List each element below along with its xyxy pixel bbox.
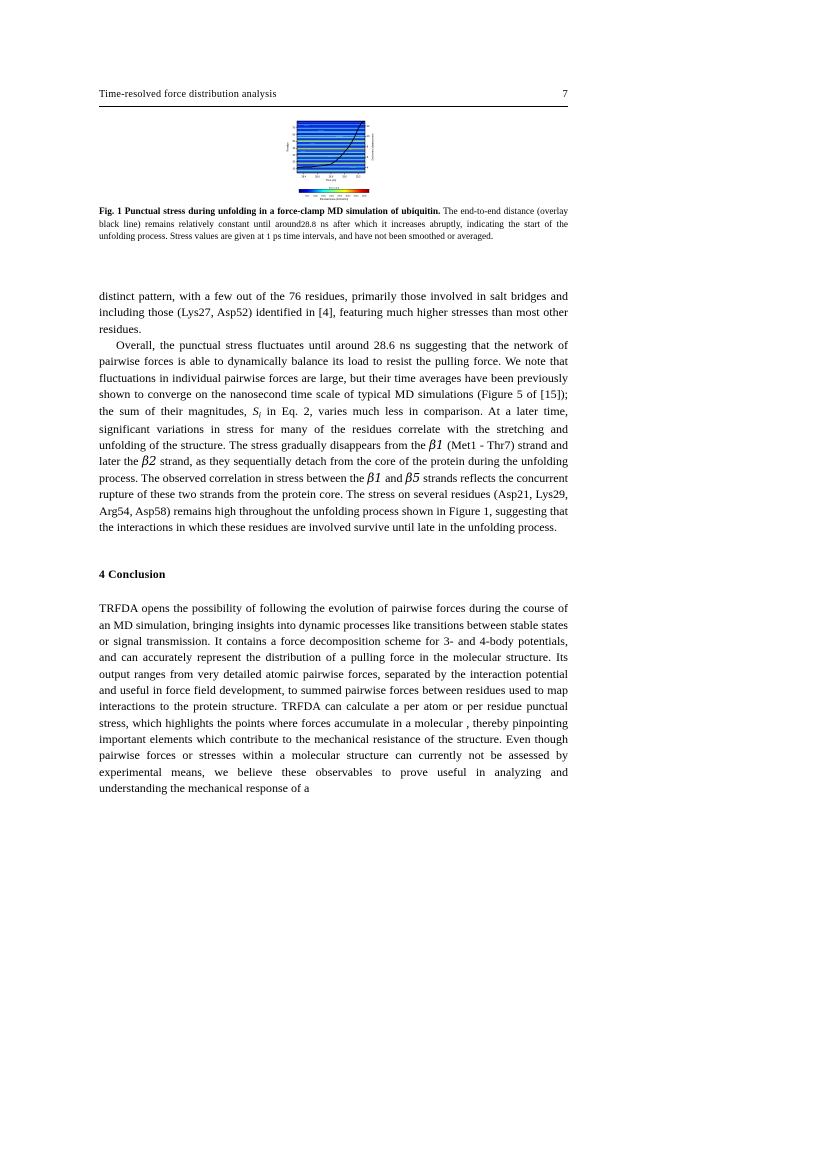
svg-text:2000: 2000 — [328, 195, 334, 198]
svg-text:10: 10 — [292, 168, 295, 171]
svg-text:4: 4 — [366, 167, 368, 170]
paragraph-2-part-b: in Eq. 2, varies much less in comparison. At a later time, significant variations in stress for many of the residues correlate with the stretching and unfolding of the structure. The stress gradually disappears from the — [99, 403, 569, 453]
figure-1 — [99, 118, 568, 202]
running-head-title: Time-resolved force distribution analysis — [99, 89, 277, 100]
svg-text:4000: 4000 — [361, 195, 367, 198]
svg-text:6: 6 — [366, 157, 368, 159]
figure-caption — [99, 206, 568, 244]
svg-text:2500: 2500 — [336, 195, 342, 198]
svg-text:60: 60 — [292, 134, 295, 137]
svg-text:30: 30 — [292, 154, 295, 157]
paragraph-2-part-f: strands reflects the concurrent rupture of these two strands from the protein core. The stress on several residues (Asp21, Lys29, Arg54, Asp58) remains high throughout the unfolding process shown in Figure 1, suggesting that the interactions in which these residues are involved survive until late in the unfolding process. — [99, 470, 568, 534]
body-column — [99, 288, 568, 797]
svg-text:28.6: 28.6 — [314, 176, 320, 179]
figure-caption-num-2: 1 — [266, 231, 271, 241]
heatmap-cells — [297, 121, 365, 173]
paragraph-1 — [99, 288, 568, 337]
colorbar-tick-labels — [305, 195, 367, 197]
figure-caption-num-1: 28.8 — [300, 218, 316, 229]
section-spacer-after — [99, 581, 568, 600]
x-axis-label: Time (ns) — [325, 179, 336, 183]
figure-caption-rest-3: ps time intervals, and have not been smoothed or averaged. — [272, 232, 494, 242]
figure-caption-rest-1: The end-to-end distance (overlay black line) remains relatively constant until around — [99, 207, 568, 230]
svg-text:50: 50 — [292, 141, 295, 144]
running-head — [99, 89, 568, 100]
section-heading-conclusion: 4 Conclusion — [99, 568, 166, 582]
y-axis-label: Residue — [285, 142, 289, 152]
beta1-first: β1 — [429, 438, 444, 453]
svg-text:3000: 3000 — [344, 195, 350, 198]
paragraph-2-part-d: strand, as they sequentially detach from the core of the protein during the unfolding process. The observed correlation in stress between the — [99, 454, 568, 485]
colorbar-axis-label: Punctual stress (kJ/mol/nm) — [319, 199, 348, 202]
svg-text:8: 8 — [366, 146, 368, 149]
svg-text:28.4: 28.4 — [301, 176, 306, 179]
beta5: β5 — [405, 470, 421, 485]
svg-text:10: 10 — [366, 136, 369, 139]
paragraph-2-part-c: (Met1 - Thr7) strand and later the — [99, 438, 568, 469]
header-rule — [99, 106, 568, 107]
svg-text:500: 500 — [304, 195, 309, 198]
svg-text:1500: 1500 — [320, 195, 326, 198]
section-spacer-before — [99, 535, 568, 568]
x-axis-tick-labels — [301, 176, 361, 178]
figure-caption-rest-2: ns after which it increases abruptly, indicating the start of the unfolding process. Stress values are given at — [99, 219, 568, 242]
figure-caption-bold: Punctual stress during unfolding in a force-clamp MD simulation of ubiquitin. — [124, 207, 441, 217]
paragraph-1-line-1: distinct pattern, with a few out of the 76 residues, primarily those involved — [99, 289, 473, 303]
svg-text:29.0: 29.0 — [341, 176, 347, 179]
svg-text:20: 20 — [292, 161, 295, 164]
colorbar — [299, 189, 369, 192]
paragraph-3: TRFDA opens the possibility of following the evolution of pairwise forces during the course of an MD simulation, bringing insights into dynamic processes like transitions between stable states or signal transmission. It contains a force decomposition scheme for 3- and 4-body potentials, and can accurately represent the distribution of a pulling force in the molecular structure. Its output ranges from very detailed atomic pairwise forces, separated by the interaction potential and useful in force field development, to summed pairwise forces between residues used to map interactions to the protein structure. TRFDA can calculate a per atom or per residue punctual stress, which highlights the points where forces accumulate in a molecular , thereby pinpointing important elements which contribute to the mechanical resistance of the structure. Even though pairwise forces or stresses within a molecular structure can currently not be assessed by experimental means, we believe these observables to prove useful in analyzing and understanding the mechanical response of a — [99, 601, 568, 796]
beta1-second: β1 — [367, 470, 383, 485]
paragraph-2-part-a: Overall, the punctual stress fluctuates until around 28.6 ns suggesting that the network of pairwise forces is able to dynamically balance its load to resist the pulling force. We note that fluctuations in individual pairwise forces are large, but their time averages have been previously shown to converge on the nanosecond time scale of typical MD simulations (Figure 5 of [15]); the sum of their magnitudes, — [99, 338, 568, 418]
colorbar-title: Stress (kJ) — [328, 187, 339, 190]
paragraph-1-line-3: much higher stresses than most other residues. — [99, 305, 569, 336]
y2-axis-tick-labels — [366, 126, 369, 170]
figure-image-wrap — [99, 118, 568, 202]
svg-text:29.2: 29.2 — [355, 176, 360, 179]
svg-text:28.8: 28.8 — [328, 176, 333, 179]
math-subscript-i: i — [258, 408, 262, 419]
svg-text:12: 12 — [366, 125, 369, 128]
paragraph-2-part-e: and — [385, 470, 403, 485]
svg-text:40: 40 — [292, 148, 295, 150]
svg-text:3500: 3500 — [353, 195, 358, 198]
y-axis-tick-labels — [292, 128, 295, 171]
svg-text:1000: 1000 — [312, 195, 318, 198]
math-symbol-S: S — [252, 403, 259, 418]
beta2: β2 — [141, 454, 157, 469]
paragraph-1-line-2: in salt bridges and including those (Lys27, Asp52) identified in [4], featuring — [99, 289, 568, 320]
page-number: 7 — [562, 89, 568, 100]
punctual-stress-heatmap — [284, 118, 384, 202]
paragraph-2 — [99, 337, 568, 535]
figure-label: Fig. 1 — [99, 207, 122, 217]
svg-text:70: 70 — [292, 127, 295, 130]
y2-axis-label: End-to-end distance (nm) — [371, 133, 374, 161]
